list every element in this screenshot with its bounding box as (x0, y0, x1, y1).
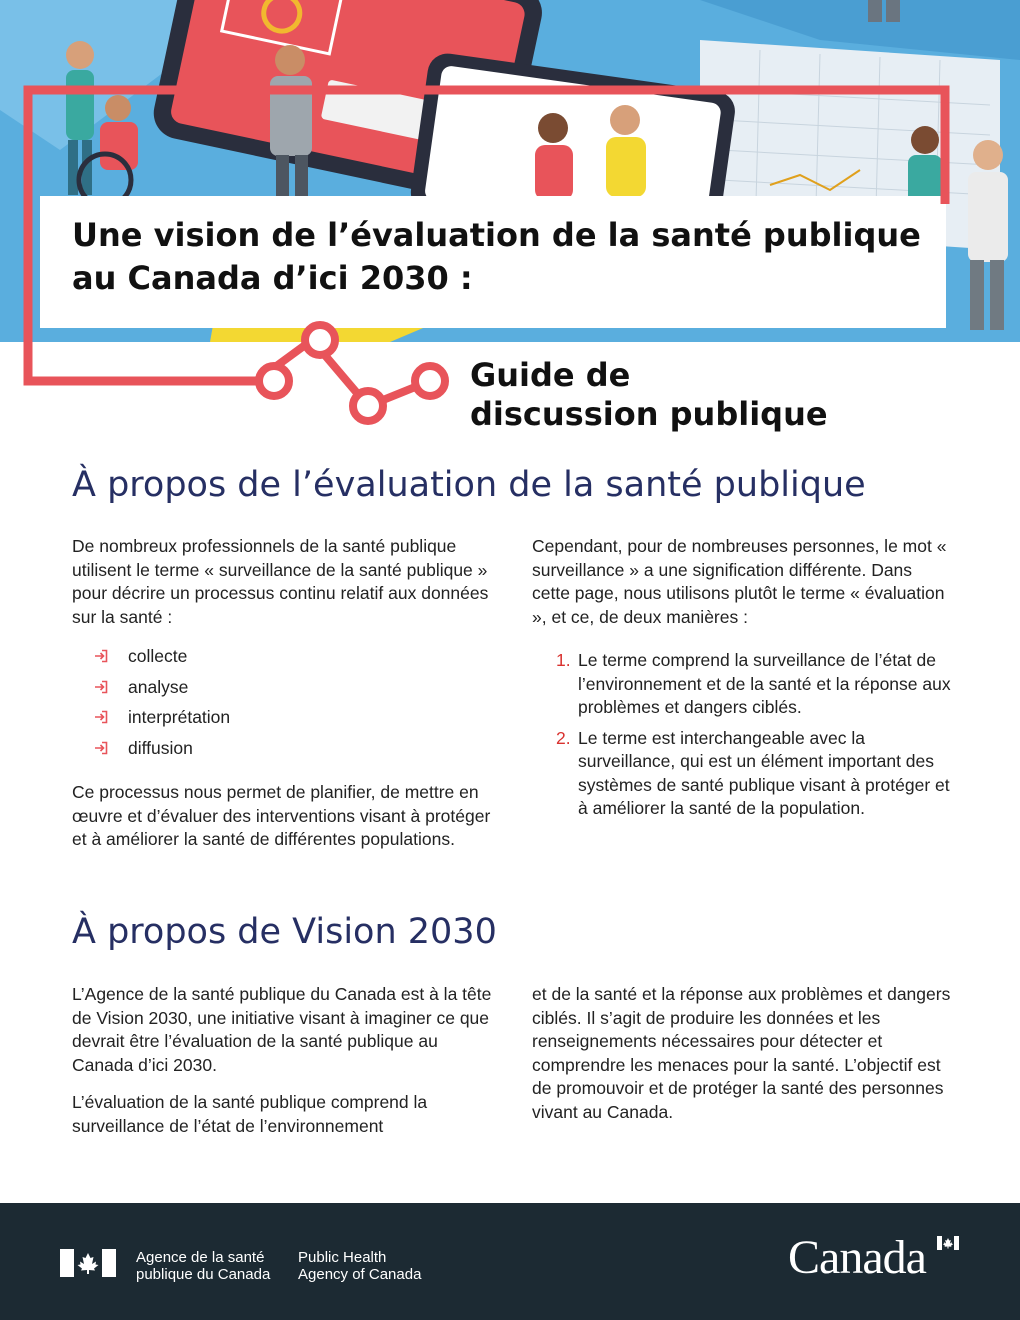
list-item (72, 672, 502, 703)
canada-flag-icon (60, 1249, 116, 1277)
section2-paragraph-2: L’évaluation de la santé publique comprend la surveillance de l’état de l’environnement (72, 1092, 428, 1136)
page-title: Une vision de l’évaluation de la santé publique au Canada d’ici 2030 : (72, 216, 921, 297)
list-item-text: Le terme est interchangeable avec la surveillance, qui est un élément important des systèmes de santé publique visant à protéger et à améliorer la santé de la population. (578, 727, 950, 818)
process-list (72, 641, 502, 763)
list-item (72, 702, 502, 733)
agency-en-line1: Public Health (298, 1249, 387, 1266)
list-item-number: 2. (556, 727, 571, 748)
agency-name-en (298, 1249, 421, 1283)
arrow-right-box-icon (94, 710, 108, 724)
list-item-label: collecte (128, 646, 188, 666)
list-item (72, 733, 502, 764)
arrow-right-box-icon (94, 741, 108, 755)
agency-fr-line2: publique du Canada (136, 1266, 271, 1283)
agency-en-line2: Agency of Canada (298, 1266, 422, 1283)
agency-name-fr (136, 1249, 270, 1283)
section1-right-column (532, 535, 952, 828)
list-item-number: 1. (556, 650, 571, 670)
section1-intro: De nombreux professionnels de la santé publique utilisent le terme « surveillance de la santé publique » pour décrire un processus continu relatif aux données sur la santé : (72, 536, 489, 627)
wordmark-flag-icon (937, 1236, 959, 1250)
list-item (532, 649, 952, 720)
agency-fr-line1: Agence de la santé (136, 1249, 265, 1266)
subtitle-line2: discussion publique (470, 395, 828, 433)
list-item-label: analyse (128, 676, 189, 697)
section1-left-column (72, 535, 502, 852)
usage-list (532, 649, 952, 821)
list-item (532, 727, 952, 821)
section1-right-intro: Cependant, pour de nombreuses personnes, le mot « surveillance » a une signification différente. Dans cette page, nous utilisons plutôt le terme « évaluation », et ce, de deux manières : (532, 536, 947, 627)
section2-paragraph-1: L’Agence de la santé publique du Canada est à la tête de Vision 2030, une initiative visant à imaginer ce que devrait être l’évaluation de la santé publique au Canada d’ici 2030. (72, 984, 492, 1075)
list-item-label: interprétation (128, 707, 231, 727)
subtitle-line1: Guide de (470, 356, 631, 394)
arrow-right-box-icon (94, 649, 108, 663)
section2-paragraph-3: et de la santé et la réponse aux problèmes et dangers ciblés. Il s’agit de produire les données et les renseignements nécessaires pour détecter et comprendre les menaces pour la santé. L’objectif est de promouvoir et de protéger la santé des personnes vivant au Canada. (532, 984, 951, 1122)
list-item (72, 641, 502, 672)
section2-right-column (532, 983, 952, 1124)
section-heading-evaluation: À propos de l’évaluation de la santé publique (72, 465, 866, 505)
arrow-right-box-icon (94, 680, 108, 694)
canada-wordmark: Canada (788, 1231, 926, 1284)
page-subtitle (470, 356, 828, 434)
list-item-text: Le terme comprend la surveillance de l’état de l’environnement et de la santé et la réponse aux problèmes et dangers ciblés. (578, 650, 951, 717)
section2-left-column (72, 983, 502, 1138)
list-item-label: diffusion (128, 737, 193, 758)
section1-outro: Ce processus nous permet de planifier, de mettre en œuvre et d’évaluer des interventions visant à protéger et à améliorer la santé de différentes populations. (72, 782, 491, 849)
section-heading-vision: À propos de Vision 2030 (72, 912, 497, 952)
